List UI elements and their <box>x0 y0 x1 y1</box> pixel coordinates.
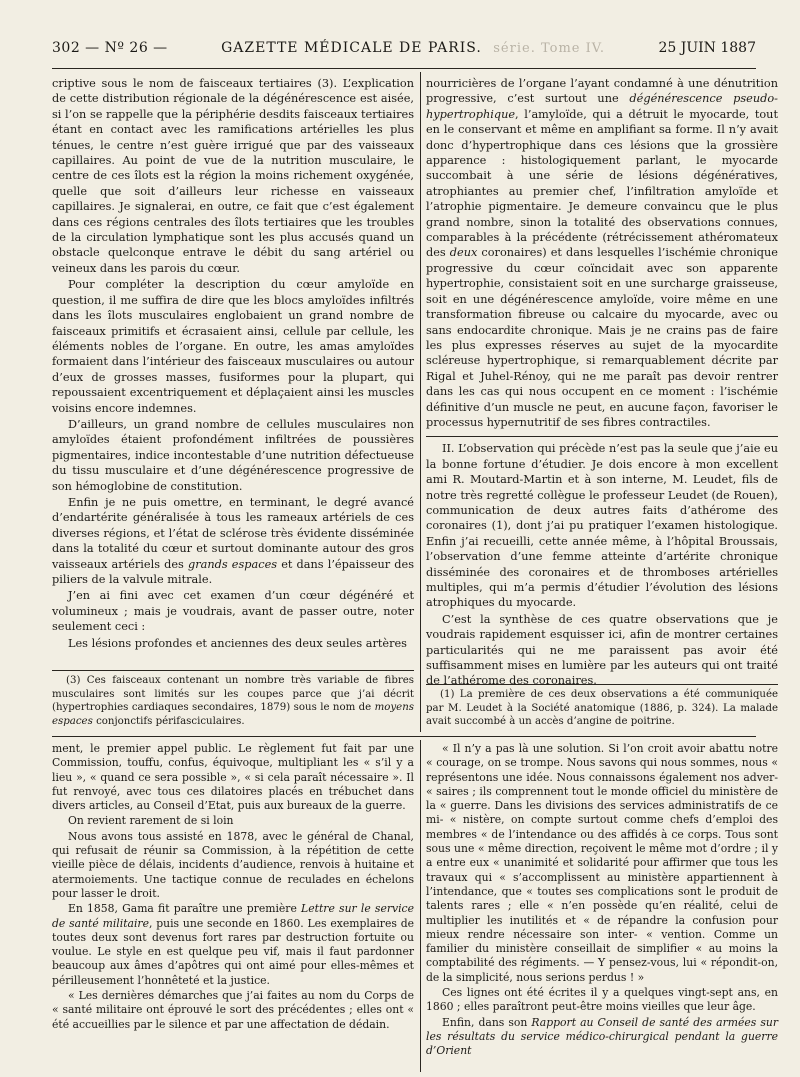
paragraph: D’ailleurs, un grand nombre de cellules musculaires non amyloïdes étaient profondément infiltrées de poussières pigmentaires, indice incontestable d’une nutrition défectueuse du tissu musculaire et d’une dégénérescence progressive de son hémoglobine de constitution. <box>52 417 414 493</box>
paragraph: Ces lignes ont été écrites il y a quelques vingt-sept ans, en 1860 ; elles paraîtront peut-être moins vieilles que leur âge. <box>426 986 778 1014</box>
text-run: , puis une seconde en 1860. Les exemplaires de toutes deux sont devenus fort rares par destruction fortuite ou voulue. Le style en est quelque peu vif, mais il faut pardonner beaucoup aux âmes d’apôtres qui ont aimé pour elles-mêmes et périlleusement l’honnêteté et la justice. <box>52 916 414 987</box>
paragraph: J’en ai fini avec cet examen d’un cœur dégénéré et volumineux ; mais je voudrais, avant de passer outre, noter seulement ceci : <box>52 589 414 634</box>
journal-title-text: GAZETTE MÉDICALE DE PARIS. <box>221 40 482 56</box>
column-divider <box>420 72 421 732</box>
text-run: Enfin je ne puis omettre, en terminant, le degré avancé d’endartérite généralisée à tous les rameaux artériels de ces diverses régions, et l’état de sclérose très évidente disséminée dans la totalité du cœur et surtout dominante autour des gros vaisseaux artériels des <box>52 495 414 571</box>
text-run: (3) Ces faisceaux contenant un nombre très variable de fibres musculaires sont limités sur les coupes parce que j’ai décrit (hypertrophies cardiaques secondaires, 1879) sous le nom de <box>52 675 414 714</box>
paragraph: II. L’observation qui précède n’est pas la seule que j’aie eu la bonne fortune d’étudier. Je dois encore à mon excellent ami R. Moutard-Martin et à son interne, M. Leudet, fils de notre très regretté collègue le professeur Leudet (de Rouen), communication de deux autres faits d’athérome des coronaires (1), dont j’ai pu pratiquer l’examen histologique. Enfin j’ai recueilli, cette année même, à l’hôpital Broussais, l’observation d’une femme atteinte d’artérite chronique disséminée des coronaires et de thromboses artérielles multiples, qui m’a permis d’étudier l’évolution des lésions atrophiques du myocarde. <box>426 442 778 610</box>
section-rule <box>426 436 778 437</box>
text-run: conjonctifs périfasciculaires. <box>92 715 245 727</box>
page-number: 302 — Nº 26 — <box>52 40 168 56</box>
footnote-rule-right <box>426 684 778 685</box>
paragraph <box>52 902 414 988</box>
footnote-rule-left <box>52 670 414 671</box>
text-run: coronaires) et dans lesquelles l’ischémie chronique progressive du cœur coïncidait avec son apparente hypertrophie, consistaient soit en une surcharge graisseuse, soit en une dégénérescence amyloïde, voire même en une transformation fibreuse ou calcaire du myocarde, avec ou sans endocardite chronique. Mais je ne crains pas de faire les plus expresses réserves au sujet de la myocardite scléreuse hypertrophique, si remarquablement décrite par Rigal et Juhel-Rénoy, qui ne me paraît pas devoir rentrer dans les cas qui nous occupent en ce moment : l’ischémie définitive d’un muscle ne peut, en aucune façon, favoriser le processus hypernutritif de ses fibres contractiles. <box>426 246 778 429</box>
paragraph: Les lésions profondes et anciennes des deux seules artères <box>68 636 407 650</box>
paragraph: Nous avons tous assisté en 1878, avec le général de Chanal, qui refusait de réunir sa Commission, à la répétition de cette vieille pièce de délais, incidents d’audience, renvois à huitaine et atermoiements. Une tactique connue de reculades en échelons pour lasser le droit. <box>52 829 414 900</box>
article-column-left <box>52 76 414 680</box>
paragraph <box>52 495 414 587</box>
text-run: , l’amyloïde, qui a détruit le myocarde, tout en le conservant et même en amplifiant sa forme. Il n’y avait donc d’hypertrophique dans ces lésions que la grossière apparence : histologiquement parlant, le myocarde succombait à une série de lésions dégénératives, atrophiantes au premier chef, l’infiltration amyloïde et l’atrophie pigmentaire. Je demeure convaincu que le plus grand nombre, sinon la totalité des observations connues, comparables à la précédente (rétrécissement athéromateux des <box>426 107 778 260</box>
footnote-text: (1) La première de ces deux observations a été communiquée par M. Leudet à la Société anatomique (1886, p. 324). La malade avait succombé à un accès d’angine de poitrine. <box>426 689 778 728</box>
bleed-through-header: série. Tome IV. <box>493 41 605 56</box>
italic-text: deux <box>449 246 478 260</box>
paragraph: Pour compléter la description du cœur amyloïde en question, il me suffira de dire que les blocs amyloïdes infiltrés dans les îlots musculaires englobaient un grand nombre de faisceaux primitifs et écrasaient ainsi, cellule par cellule, les éléments nobles de l’organe. En outre, les amas amyloïdes formaient dans l’intérieur des faisceaux musculaires ou autour d’eux de grosses masses, fusiformes pour la plupart, qui repoussaient excentriquement et déplaçaient ainsi les muscles voisins encore indemnes. <box>52 278 414 415</box>
italic-text: grands espaces <box>187 557 278 571</box>
feuilleton-column-right <box>426 742 778 1072</box>
italic-text: moyens espaces <box>52 702 414 727</box>
paragraph <box>426 1016 778 1059</box>
text-run: Enfin, dans son <box>442 1015 532 1029</box>
text-run: En 1858, Gama fit paraître une première <box>68 902 302 916</box>
header-rule <box>52 68 756 69</box>
paragraph: « Les dernières démarches que j’ai faites au nom du Corps de « santé militaire ont éprouvé le sort des précédentes ; elles ont « été accueillies par le silence et par une affectation de dédain. <box>52 989 414 1031</box>
paragraph: ment, le premier appel public. Le règlement fut fait par une Commission, touffu, confus, équivoque, multipliant les « s’il y a lieu », « quand ce sera possible », « si cela paraît nécessaire ». Il fut renvoyé, avec tous ces dilatoires placés en trébuchet dans divers articles, au Conseil d’Etat, puis aux bureaux de la guerre. <box>52 742 414 813</box>
page-header <box>52 40 756 62</box>
feuilleton-rule <box>52 736 756 737</box>
text-run: nourricières de l’organe l’ayant condamné à une dénutrition progressive, c’est surtout une <box>426 77 778 106</box>
journal-title <box>168 40 659 56</box>
paragraph: C’est la synthèse de ces quatre observations que je voudrais rapidement esquisser ici, afin de montrer certaines particularités qui ne me paraissent pas avoir été suffisamment mises en lumière par les auteurs qui ont traité de l’athérome des coronaires. <box>426 612 778 688</box>
footnote-text <box>52 674 414 728</box>
italic-text: dégénérescence pseudo-hypertrophique <box>426 92 778 121</box>
paragraph: criptive sous le nom de faisceaux tertiaires (3). L’explication de cette distribution régionale de la dégénérescence est aisée, si l’on se rappelle que la périphérie desdits faisceaux tertiaires étant en contact avec les ramifications artérielles les plus ténues, le centre n’est guère irrigué que par des vaisseaux capillaires. Au point de vue de la nutrition musculaire, le centre de ces îlots est la région la moins richement oxygénée, quelle que soit d’ailleurs leur richesse en vaisseaux capillaires. Je signalerai, en outre, ce fait que c’est également dans ces régions centrales des îlots tertiaires que les troubles de la circulation lymphatique sont les plus accusés quand un obstacle quelconque entrave le débit du sang artériel ou veineux dans les parois du cœur. <box>52 77 414 275</box>
italic-text: Rapport au Conseil de santé des armées sur les résultats du service médico-chirurgical pendant la guerre d’Orient <box>426 1015 778 1058</box>
feuilleton-column-left <box>52 742 414 1072</box>
paragraph: « Il n’y a pas là une solution. Si l’on croit avoir abattu notre « courage, on se trompe. Nous savons qui nous sommes, nous « représentons une idée. Nous connaissons également nos adver- « saires ; ils comprennent tout le monde officiel du ministère de la « guerre. Dans les divisions des services administratifs de ce mi- « nistère, on compte surtout comme chefs d’emploi des membres « de l’intendance ou des affidés à ce corps. Tous sont sous une « même direction, reçoivent le même mot d’ordre ; il y a entre eux « unanimité et solidarité pour affirmer que tous les travaux qui « s’accomplissent au ministère appartiennent à l’intendance, que « toutes ses complications sont le produit de talents rares ; elle « n’en possède qu’en réalité, celui de multiplier les inutilités et « de répandre la confusion pour mieux rendre nécessaire son inter- « vention. Comme un familier du ministère conseillait de simplifier « au moins la comptabilité des régiments. — Y pensez-vous, lui « répondit-on, de la simplicité, nous serions perdus ! » <box>426 742 778 984</box>
paragraph <box>426 76 778 430</box>
text-run: et dans l’épaisseur des piliers de la valvule mitrale. <box>52 557 414 586</box>
footnote-right <box>426 688 778 732</box>
article-column-right <box>426 76 778 688</box>
column-divider <box>420 740 421 1072</box>
issue-date: 25 JUIN 1887 <box>658 40 756 56</box>
footnote-left <box>52 674 414 732</box>
italic-text: Lettre sur le service de santé militaire <box>52 902 414 930</box>
paragraph: On revient rarement de si loin <box>68 814 234 828</box>
